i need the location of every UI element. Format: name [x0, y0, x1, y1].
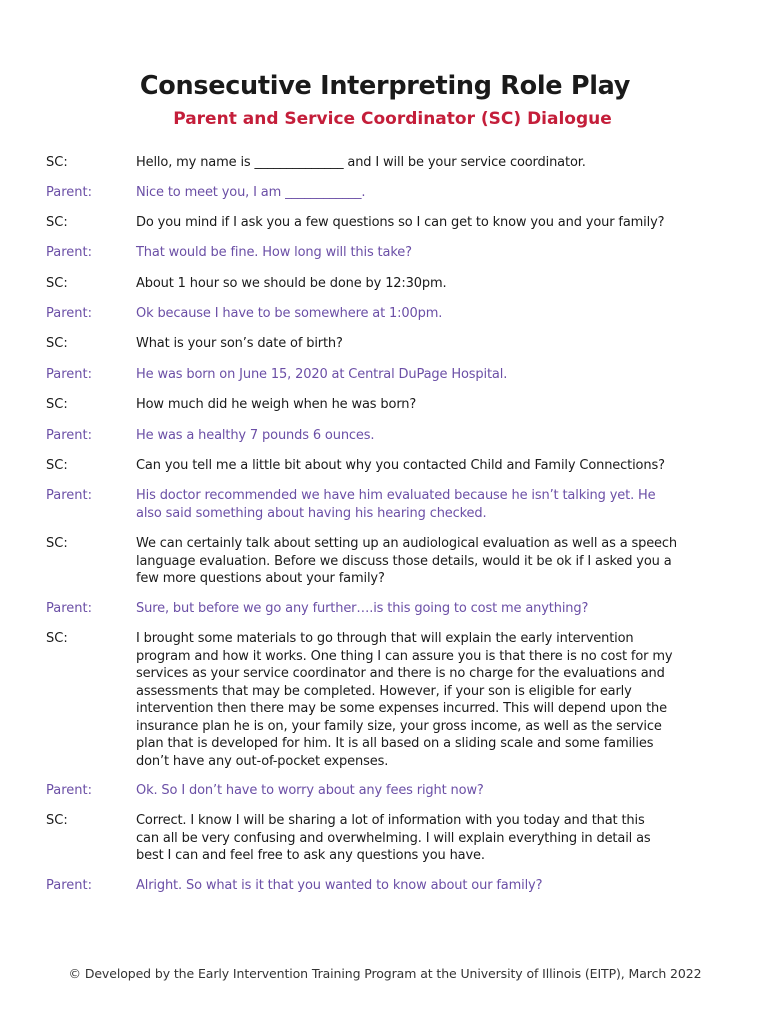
speaker-label: Parent:	[46, 245, 92, 260]
dialogue-text	[136, 487, 726, 522]
speaker-label: SC:	[46, 276, 68, 291]
speaker-label: Parent:	[46, 878, 92, 893]
dialogue-text	[136, 366, 726, 384]
speaker-label: Parent:	[46, 601, 92, 616]
dialogue-line: assessments that may be completed. However, if your son is eligible for early	[136, 683, 632, 699]
dialogue-line: About 1 hour so we should be done by 12:30pm.	[136, 276, 447, 291]
speaker-label: Parent:	[46, 428, 92, 443]
speaker-label: SC:	[46, 155, 68, 170]
speaker-label: SC:	[46, 536, 68, 551]
dialogue-line: program and how it works. One thing I can assure you is that there is no cost for my	[136, 648, 673, 664]
dialogue-line: Ok. So I don’t have to worry about any fees right now?	[136, 783, 484, 798]
dialogue-line: Alright. So what is it that you wanted to know about our family?	[136, 878, 543, 893]
speaker-label: Parent:	[46, 783, 92, 798]
dialogue-line: Do you mind if I ask you a few questions so I can get to know you and your family?	[136, 215, 665, 230]
dialogue-text	[136, 782, 726, 800]
document-title: Consecutive Interpreting Role Play	[139, 71, 631, 101]
dialogue-line: intervention then there may be some expenses incurred. This will depend upon the	[136, 701, 667, 716]
dialogue-text	[136, 305, 726, 323]
dialogue-text	[136, 535, 726, 588]
document-subtitle: Parent and Service Coordinator (SC) Dialogue	[173, 109, 612, 129]
speaker-label: Parent:	[46, 306, 92, 321]
dialogue-line: don’t have any out-of-pocket expenses.	[136, 753, 389, 769]
dialogue-line: Hello, my name is ______________ and I will be your service coordinator.	[136, 155, 586, 170]
speaker-label: SC:	[46, 631, 68, 646]
footer-credit: © Developed by the Early Intervention Training Program at the University of Illinois (EITP), March 2022	[68, 966, 702, 981]
dialogue-text	[136, 812, 726, 865]
dialogue-line: His doctor recommended we have him evaluated because he isn’t talking yet. He	[136, 488, 656, 503]
dialogue-text	[136, 214, 726, 232]
dialogue-line: few more questions about your family?	[136, 571, 385, 586]
dialogue-text	[136, 335, 726, 353]
dialogue-line: insurance plan he is on, your family size, your gross income, as well as the service	[136, 718, 662, 734]
dialogue-text	[136, 427, 726, 445]
dialogue-text	[136, 244, 726, 262]
dialogue-line: Nice to meet you, I am ____________.	[136, 185, 366, 200]
dialogue-line: That would be fine. How long will this take?	[136, 245, 412, 260]
dialogue-line: services as your service coordinator and there is no charge for the evaluations and	[136, 666, 665, 681]
dialogue-text	[136, 154, 726, 172]
dialogue-line: Can you tell me a little bit about why you contacted Child and Family Connections?	[136, 458, 665, 473]
dialogue-line: How much did he weigh when he was born?	[136, 397, 417, 412]
dialogue-line: also said something about having his hearing checked.	[136, 505, 487, 521]
dialogue-line: I brought some materials to go through that will explain the early intervention	[136, 631, 634, 646]
speaker-label: SC:	[46, 215, 68, 230]
dialogue-text	[136, 396, 726, 414]
dialogue-text	[136, 457, 726, 475]
speaker-label: SC:	[46, 458, 68, 473]
dialogue-line: We can certainly talk about setting up an audiological evaluation as well as a speech	[136, 536, 677, 551]
dialogue-line: Ok because I have to be somewhere at 1:00pm.	[136, 306, 443, 321]
dialogue-text	[136, 877, 726, 895]
speaker-label: Parent:	[46, 185, 92, 200]
dialogue-text	[136, 275, 726, 293]
speaker-label: Parent:	[46, 488, 92, 503]
dialogue-line: What is your son’s date of birth?	[136, 336, 343, 351]
dialogue-text	[136, 184, 726, 202]
speaker-label: SC:	[46, 336, 68, 351]
dialogue-line: He was born on June 15, 2020 at Central DuPage Hospital.	[136, 367, 508, 382]
speaker-label: Parent:	[46, 367, 92, 382]
dialogue-line: can all be very confusing and overwhelming. I will explain everything in detail as	[136, 830, 651, 846]
dialogue-line: plan that is developed for him. It is all based on a sliding scale and some families	[136, 736, 654, 751]
dialogue-line: language evaluation. Before we discuss those details, would it be ok if I asked you a	[136, 553, 672, 569]
speaker-label: SC:	[46, 397, 68, 412]
dialogue-line: Correct. I know I will be sharing a lot of information with you today and that this	[136, 813, 645, 828]
dialogue-text	[136, 630, 726, 770]
dialogue-line: Sure, but before we go any further….is this going to cost me anything?	[136, 601, 589, 616]
dialogue-line: best I can and feel free to ask any questions you have.	[136, 848, 485, 863]
dialogue-text	[136, 600, 726, 618]
speaker-label: SC:	[46, 813, 68, 828]
dialogue-line: He was a healthy 7 pounds 6 ounces.	[136, 428, 375, 443]
